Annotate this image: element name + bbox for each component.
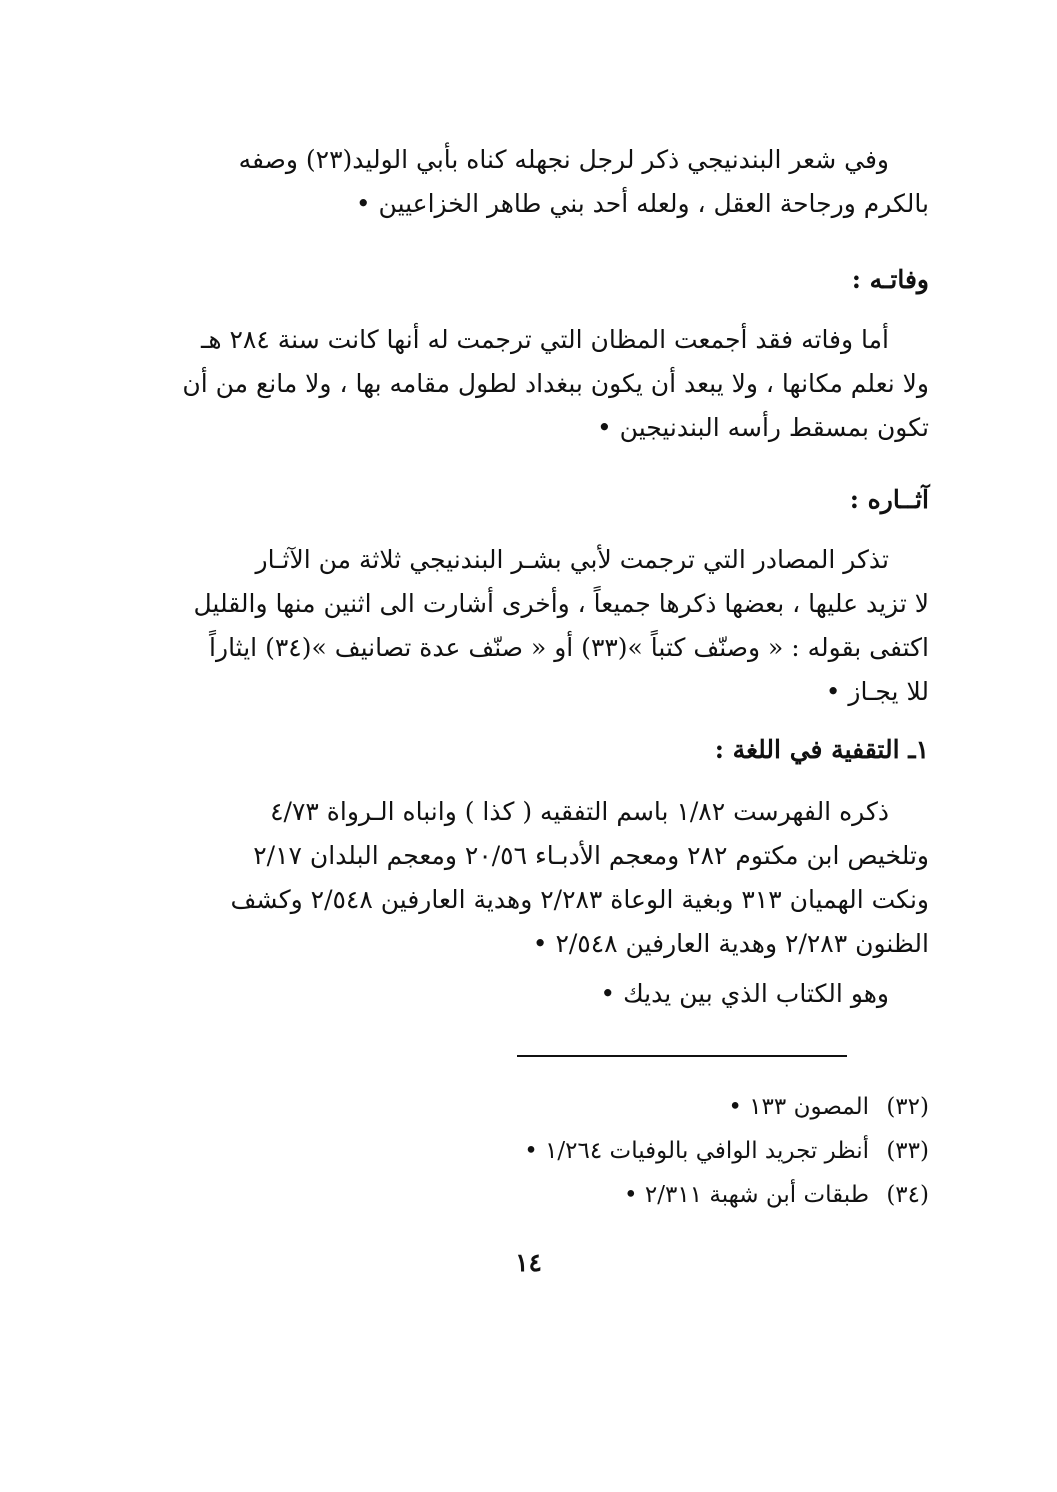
intro-paragraph — [129, 138, 929, 226]
footnote-text: المصون ١٣٣ • — [728, 1094, 869, 1120]
footnote-separator — [517, 1055, 847, 1057]
section1-line-3: ونكت الهميان ٣١٣ وبغية الوعاة ٢/٢٨٣ وهدية العارفين ٢/٥٤٨ وكشف — [230, 885, 929, 914]
footnotes — [129, 1085, 929, 1217]
footnote-33 — [129, 1129, 929, 1173]
works-line-1: تذكر المصادر التي ترجمت لأبي بشـر البندنيجي ثلاثة من الآثـار — [255, 545, 889, 574]
intro-line-1: وفي شعر البندنيجي ذكر لرجل نجهله كناه بأبي الوليد(٢٣) وصفه — [238, 145, 889, 174]
works-line-4: للا يجـاز • — [825, 677, 929, 706]
section1-line-2: وتلخيص ابن مكتوم ٢٨٢ ومعجم الأدبـاء ٢٠/٥٦ ومعجم البلدان ٢/١٧ — [253, 841, 929, 870]
section1-heading: ١ـ التقفية في اللغة : — [714, 735, 929, 764]
footnote-text: أنظر تجريد الوافي بالوفيات ١/٢٦٤ • — [524, 1138, 869, 1164]
works-paragraph — [129, 538, 929, 714]
section1-paragraph — [129, 790, 929, 1016]
death-line-1: أما وفاته فقد أجمعت المظان التي ترجمت له أنها كانت سنة ٢٨٤ هـ — [201, 325, 889, 354]
works-line-2: لا تزيد عليها ، بعضها ذكرها جميعاً ، وأخرى أشارت الى اثنين منها والقليل — [193, 589, 929, 618]
intro-line-2: بالكرم ورجاحة العقل ، ولعله أحد بني طاهر الخزاعيين • — [355, 189, 929, 218]
footnote-number: (٣٤) — [886, 1182, 929, 1208]
section1-line-4: الظنون ٢/٢٨٣ وهدية العارفين ٢/٥٤٨ • — [532, 929, 929, 958]
footnote-number: (٣٢) — [886, 1094, 929, 1120]
death-heading: وفاتـه : — [851, 265, 929, 294]
page-number: ١٤ — [515, 1248, 542, 1277]
works-line-3: اكتفى بقوله : « وصنّف كتباً »(٣٣) أو « صنّف عدة تصانيف »(٣٤) ايثاراً — [209, 633, 929, 662]
works-heading: آثــاره : — [849, 485, 929, 514]
section1-line-5: وهو الكتاب الذي بين يديك • — [600, 979, 889, 1008]
footnote-number: (٣٣) — [886, 1138, 929, 1164]
section1-line-1: ذكره الفهرست ١/٨٢ باسم التفقيه ( كذا ) وانباه الـرواة ٤/٧٣ — [270, 797, 889, 826]
footnote-32 — [129, 1085, 929, 1129]
death-paragraph — [129, 318, 929, 450]
footnote-text: طبقات أبن شهبة ٢/٣١١ • — [624, 1182, 869, 1208]
death-line-3: تكون بمسقط رأسه البندنيجين • — [596, 413, 929, 442]
footnote-34 — [129, 1173, 929, 1217]
death-line-2: ولا نعلم مكانها ، ولا يبعد أن يكون ببغداد لطول مقامه بها ، ولا مانع من أن — [182, 369, 929, 398]
